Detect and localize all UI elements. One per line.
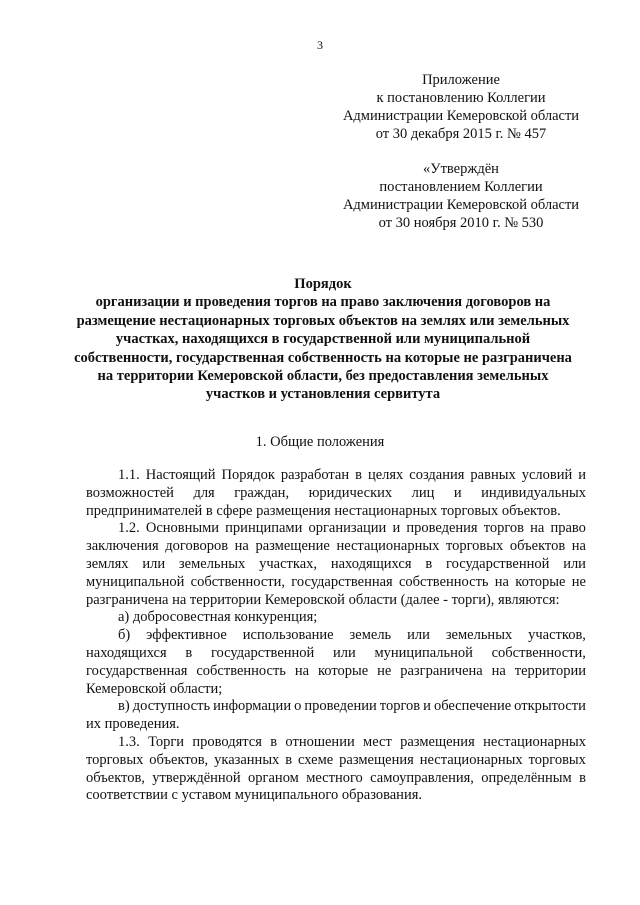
body-word: обеспечение xyxy=(433,698,512,715)
body-word: нестационарных xyxy=(483,733,586,750)
body-line xyxy=(86,645,586,663)
body-word: в xyxy=(579,769,586,786)
body-word: торговых xyxy=(86,751,144,768)
body-word: которые xyxy=(317,662,369,679)
approval-block xyxy=(336,160,586,232)
body-word: юридических xyxy=(308,484,393,501)
body-line-text: разграничена на территории Кемеровской области (далее - торги), являются: xyxy=(86,591,560,608)
body-line xyxy=(86,787,586,805)
body-word: возможностей xyxy=(86,484,174,501)
appendix-line: Администрации Кемеровской области xyxy=(342,108,580,124)
body-word: разграничена xyxy=(400,662,483,679)
body-word: собственности, xyxy=(190,573,285,590)
body-word: землях xyxy=(86,555,129,572)
appendix-line: от 30 декабря 2015 г. № 457 xyxy=(375,126,547,142)
body-word: или xyxy=(407,627,430,644)
body-word: торгов xyxy=(379,698,421,715)
body-word: в xyxy=(425,555,433,572)
body-word: целях xyxy=(367,467,404,483)
body-word: нестационарных xyxy=(336,538,440,555)
body-word: создания xyxy=(409,467,465,483)
body-word: 1.3. xyxy=(118,733,140,750)
body-word: заключения xyxy=(86,538,159,555)
body-word: или xyxy=(333,644,356,661)
body-word: государственная xyxy=(86,662,188,679)
body-word: право xyxy=(550,520,586,537)
body-word: доступность xyxy=(132,698,211,715)
body-word: в) xyxy=(118,698,130,715)
body-word: в xyxy=(355,467,362,483)
body-word: объектов, xyxy=(86,769,145,786)
body-line xyxy=(86,520,586,538)
body-line xyxy=(86,698,586,716)
body-word: открытости xyxy=(514,698,586,715)
body-word: торговых xyxy=(445,538,504,555)
body-word: территории xyxy=(514,662,586,679)
approval-line: «Утверждён xyxy=(423,161,499,177)
body-word: использование xyxy=(242,627,334,644)
body-word: государственной xyxy=(446,555,550,572)
body-line xyxy=(86,503,586,521)
body-word: разработан xyxy=(280,467,350,483)
approval-line: от 30 ноября 2010 г. № 530 xyxy=(378,215,544,231)
body-word: для xyxy=(193,484,215,501)
body-line xyxy=(86,538,586,556)
body-line xyxy=(86,556,586,574)
body-line xyxy=(86,663,586,681)
appendix-line: к постановлению Коллегии xyxy=(376,90,546,106)
body-word: земельных xyxy=(178,555,246,572)
document-title xyxy=(60,275,586,404)
body-word: на xyxy=(234,538,249,555)
body-line-text: Кемеровской области; xyxy=(86,680,223,697)
body-word: в xyxy=(270,733,278,750)
body-word: договоров xyxy=(165,538,229,555)
body-word: Порядок xyxy=(221,467,275,483)
body-word: индивидуальных xyxy=(481,484,586,501)
body-word: и xyxy=(453,484,462,501)
body-word: 1.1. xyxy=(118,467,140,483)
title-line: на территории Кемеровской области, без предоставления земельных xyxy=(97,368,549,385)
section-heading: 1. Общие положения xyxy=(255,434,385,450)
body-word: или xyxy=(563,555,586,572)
body-word: размещения xyxy=(400,733,475,750)
body-word: самоуправления, xyxy=(370,769,474,786)
body-text xyxy=(86,467,586,805)
appendix-block xyxy=(336,71,586,143)
body-word: условий xyxy=(521,467,573,483)
body-line xyxy=(86,627,586,645)
body-word: принципами xyxy=(225,520,303,537)
body-word: не xyxy=(377,662,392,679)
body-word: земель xyxy=(349,627,392,644)
body-word: на xyxy=(294,662,310,679)
body-line xyxy=(86,574,586,592)
body-word: Настоящий xyxy=(145,467,216,483)
body-line xyxy=(86,609,586,627)
body-word: в xyxy=(285,751,293,768)
body-line xyxy=(86,752,586,770)
body-word: граждан, xyxy=(234,484,290,501)
body-word: на xyxy=(571,538,586,555)
body-line xyxy=(86,734,586,752)
body-word: на xyxy=(494,573,509,590)
body-word: участков, xyxy=(528,627,586,644)
body-word: лиц xyxy=(411,484,435,501)
body-word: о xyxy=(294,698,302,715)
body-word: равных xyxy=(470,467,516,483)
body-word: находящихся xyxy=(86,644,167,661)
body-word: участках, xyxy=(259,555,318,572)
body-word: эффективное xyxy=(146,627,227,644)
body-word: и xyxy=(423,698,431,715)
body-word: и xyxy=(392,520,401,537)
title-line: собственности, государственная собственность на которые не разграничена xyxy=(74,349,572,366)
body-word: проведении xyxy=(304,698,377,715)
body-word: нестационарных xyxy=(419,751,523,768)
body-word: органом xyxy=(248,769,299,786)
body-line-text: предпринимателей в сфере размещения нестационарных торговых объектов. xyxy=(86,502,561,519)
body-word: проведения xyxy=(406,520,478,537)
body-word: б) xyxy=(118,627,131,644)
body-line-text: а) добросовестная конкуренция; xyxy=(118,609,318,626)
approval-line: постановлением Коллегии xyxy=(379,179,543,195)
body-word: мест xyxy=(363,733,392,750)
title-line: участках, находящихся в государственной или муниципальной xyxy=(115,331,531,348)
body-word: объектов xyxy=(509,538,566,555)
body-word: муниципальной xyxy=(86,573,185,590)
body-word: которые xyxy=(515,573,566,590)
body-word: местного xyxy=(306,769,363,786)
body-word: схеме xyxy=(298,751,334,768)
body-line xyxy=(86,716,586,734)
body-word: не xyxy=(571,573,586,590)
body-word: проводятся xyxy=(192,733,262,750)
body-word: торгов xyxy=(483,520,525,537)
body-word: размещения xyxy=(339,751,414,768)
body-word: организации xyxy=(308,520,387,537)
body-word: Основными xyxy=(145,520,220,537)
body-word: на xyxy=(530,520,545,537)
body-word: размещение xyxy=(255,538,330,555)
body-line xyxy=(86,592,586,610)
body-line-text: соответствии с уставом муниципального образования. xyxy=(86,787,422,804)
body-word: объектов, xyxy=(149,751,209,768)
title-line: участков и установления сервитута xyxy=(205,386,441,403)
appendix-line: Приложение xyxy=(422,72,500,88)
body-word: указанных xyxy=(214,751,280,768)
body-word: 1.2. xyxy=(118,520,140,537)
title-line: организации и проведения торгов на право заключения договоров на xyxy=(95,294,551,311)
body-word: торговых xyxy=(528,751,586,768)
body-word: Торги xyxy=(148,733,185,750)
body-word: и xyxy=(578,467,586,483)
body-line xyxy=(86,681,586,699)
body-word: отношении xyxy=(285,733,355,750)
body-word: на xyxy=(491,662,506,679)
body-line xyxy=(86,467,586,485)
page-number: 3 xyxy=(317,38,323,52)
body-word: государственная xyxy=(291,573,393,590)
body-word: определённым xyxy=(481,769,572,786)
body-word: или xyxy=(142,555,166,572)
body-word: в xyxy=(185,644,193,661)
body-word: находящихся xyxy=(330,555,412,572)
body-word: муниципальной xyxy=(374,644,473,661)
title-line: размещение нестационарных торговых объектов на землях или земельных xyxy=(76,312,570,329)
body-word: утверждённой xyxy=(152,769,241,786)
body-word: государственной xyxy=(210,644,315,661)
approval-line: Администрации Кемеровской области xyxy=(342,197,580,213)
body-line-text: их проведения. xyxy=(86,716,180,733)
title-line: Порядок xyxy=(294,276,352,292)
body-line xyxy=(86,485,586,503)
body-line xyxy=(86,770,586,788)
body-word: собственность xyxy=(398,573,489,590)
body-word: собственность xyxy=(196,662,286,679)
body-word: информации xyxy=(213,698,292,715)
body-word: земельных xyxy=(445,627,513,644)
body-word: собственности, xyxy=(491,644,586,661)
